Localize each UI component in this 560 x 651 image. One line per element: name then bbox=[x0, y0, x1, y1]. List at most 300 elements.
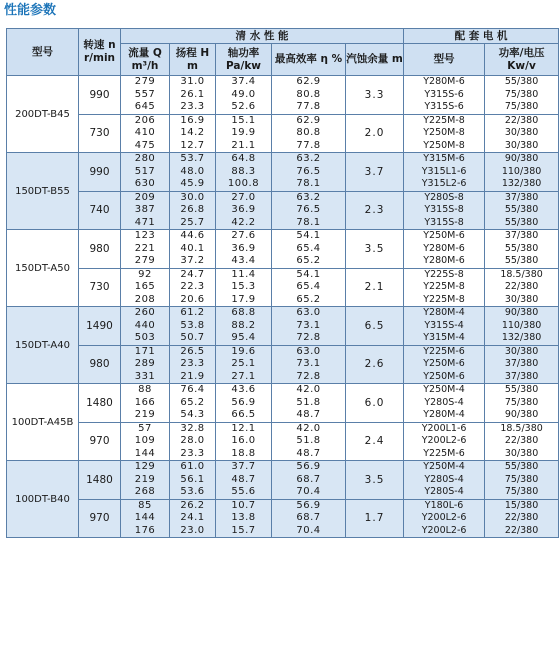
motor-power-cell-value: 22/380 bbox=[504, 114, 539, 126]
speed-cell: 990 bbox=[79, 76, 121, 115]
efficiency-cell-value: 70.4 bbox=[296, 524, 321, 536]
motor-model-cell-value: Y280S-4 bbox=[424, 473, 464, 485]
head-cell-value: 25.7 bbox=[180, 216, 205, 228]
head-cell-value: 20.6 bbox=[180, 293, 205, 305]
head-cell-value: 50.7 bbox=[180, 332, 205, 343]
shaft-power-cell-value: 64.8 bbox=[231, 153, 256, 164]
shaft-power-cell bbox=[216, 345, 272, 384]
efficiency-cell bbox=[272, 461, 346, 500]
shaft-power-cell bbox=[216, 230, 272, 269]
efficiency-cell-value: 78.1 bbox=[296, 178, 321, 189]
head-cell-value: 14.2 bbox=[180, 127, 205, 138]
npsh-cell: 3.7 bbox=[346, 153, 404, 192]
efficiency-cell-value: 63.2 bbox=[296, 191, 321, 203]
speed-cell: 1490 bbox=[79, 307, 121, 346]
motor-model-cell-value: Y250M-6 bbox=[423, 370, 465, 382]
head-cell-value: 24.7 bbox=[180, 268, 205, 280]
motor-model-cell-value: Y250M-4 bbox=[423, 461, 465, 472]
table-row bbox=[7, 422, 559, 461]
motor-model-cell-value: Y225M-8 bbox=[423, 281, 465, 292]
header-efficiency: 最高效率 η % bbox=[272, 44, 346, 76]
flow-cell-value: 289 bbox=[134, 358, 156, 369]
shaft-power-cell-value: 66.5 bbox=[231, 409, 256, 420]
flow-cell-value: 279 bbox=[134, 76, 156, 87]
motor-model-cell-value: Y315L1-6 bbox=[421, 165, 467, 177]
motor-power-cell-value: 30/380 bbox=[504, 139, 539, 151]
efficiency-cell-value: 73.1 bbox=[296, 358, 321, 369]
shaft-power-cell bbox=[216, 384, 272, 423]
shaft-power-cell-value: 43.6 bbox=[231, 384, 256, 395]
motor-model-cell bbox=[404, 114, 485, 153]
motor-power-cell-value: 30/380 bbox=[504, 127, 539, 138]
head-cell-value: 26.1 bbox=[180, 88, 205, 100]
motor-power-cell bbox=[485, 268, 559, 307]
efficiency-cell-value: 77.8 bbox=[296, 139, 321, 151]
motor-power-cell-value: 55/380 bbox=[504, 216, 539, 228]
motor-power-cell-value: 15/380 bbox=[504, 499, 539, 511]
head-cell-value: 65.2 bbox=[180, 396, 205, 408]
motor-power-cell-value: 55/380 bbox=[504, 204, 539, 215]
efficiency-cell bbox=[272, 191, 346, 230]
efficiency-cell-value: 68.7 bbox=[296, 512, 321, 523]
head-cell bbox=[170, 384, 216, 423]
head-cell-value: 45.9 bbox=[180, 178, 205, 189]
motor-power-cell-value: 75/380 bbox=[504, 486, 539, 497]
table-row bbox=[7, 230, 559, 269]
shaft-power-cell-value: 17.9 bbox=[231, 293, 256, 305]
shaft-power-cell-value: 13.8 bbox=[231, 512, 256, 523]
table-row bbox=[7, 153, 559, 192]
motor-model-cell bbox=[404, 461, 485, 500]
shaft-power-cell-value: 48.7 bbox=[231, 473, 256, 485]
efficiency-cell-value: 48.7 bbox=[296, 409, 321, 420]
motor-model-cell-value: Y280M-6 bbox=[423, 255, 465, 266]
motor-power-cell-value: 37/380 bbox=[504, 358, 539, 369]
shaft-power-cell-value: 36.9 bbox=[231, 204, 256, 215]
head-cell bbox=[170, 461, 216, 500]
motor-power-cell-value: 18.5/380 bbox=[500, 422, 543, 434]
motor-model-cell bbox=[404, 422, 485, 461]
shaft-power-cell-value: 68.8 bbox=[231, 307, 256, 318]
efficiency-cell-value: 62.9 bbox=[296, 114, 321, 126]
model-cell: 100DT-A45B bbox=[7, 384, 79, 461]
efficiency-cell-value: 63.0 bbox=[296, 345, 321, 357]
npsh-cell: 6.5 bbox=[346, 307, 404, 346]
speed-cell: 970 bbox=[79, 499, 121, 538]
efficiency-cell-value: 65.4 bbox=[296, 281, 321, 292]
flow-cell bbox=[121, 114, 170, 153]
efficiency-cell bbox=[272, 422, 346, 461]
head-cell-value: 21.9 bbox=[180, 370, 205, 382]
motor-model-cell-value: Y250M-6 bbox=[423, 358, 465, 369]
motor-model-cell-value: Y225S-8 bbox=[424, 268, 464, 280]
shaft-power-cell-value: 15.1 bbox=[231, 114, 256, 126]
motor-model-cell-value: Y250M-8 bbox=[423, 139, 465, 151]
motor-model-cell-value: Y280M-6 bbox=[423, 242, 465, 254]
flow-cell-value: 475 bbox=[134, 139, 156, 151]
speed-cell: 1480 bbox=[79, 384, 121, 423]
motor-power-cell-value: 30/380 bbox=[504, 345, 539, 357]
header-speed: 转速 n r/min bbox=[79, 29, 121, 76]
efficiency-cell-value: 73.1 bbox=[296, 319, 321, 331]
flow-cell bbox=[121, 307, 170, 346]
shaft-power-cell-value: 43.4 bbox=[231, 255, 256, 266]
shaft-power-cell-value: 27.6 bbox=[231, 230, 256, 241]
motor-power-cell-value: 22/380 bbox=[504, 512, 539, 523]
motor-power-cell-value: 110/380 bbox=[501, 165, 542, 177]
motor-power-cell bbox=[485, 76, 559, 115]
head-cell bbox=[170, 307, 216, 346]
efficiency-cell-value: 77.8 bbox=[296, 101, 321, 112]
flow-cell bbox=[121, 268, 170, 307]
motor-power-cell-value: 90/380 bbox=[504, 307, 539, 318]
flow-cell-value: 387 bbox=[134, 204, 156, 215]
flow-cell-value: 268 bbox=[134, 486, 156, 497]
shaft-power-cell-value: 16.0 bbox=[231, 435, 256, 446]
motor-model-cell-value: Y280M-4 bbox=[423, 409, 465, 420]
shaft-power-cell-value: 55.6 bbox=[231, 486, 256, 497]
shaft-power-cell-value: 52.6 bbox=[231, 101, 256, 112]
motor-power-cell bbox=[485, 499, 559, 538]
motor-model-cell bbox=[404, 307, 485, 346]
shaft-power-cell-value: 88.2 bbox=[231, 319, 256, 331]
table-row bbox=[7, 499, 559, 538]
shaft-power-cell-value: 42.2 bbox=[231, 216, 256, 228]
flow-cell-value: 410 bbox=[134, 127, 156, 138]
flow-cell-value: 208 bbox=[134, 293, 156, 305]
npsh-cell: 1.7 bbox=[346, 499, 404, 538]
head-cell bbox=[170, 499, 216, 538]
efficiency-cell-value: 65.2 bbox=[296, 255, 321, 266]
head-cell-value: 61.2 bbox=[180, 307, 205, 318]
flow-cell bbox=[121, 191, 170, 230]
flow-cell bbox=[121, 345, 170, 384]
header-water-performance: 清 水 性 能 bbox=[121, 29, 404, 44]
flow-cell-value: 144 bbox=[134, 447, 156, 459]
flow-cell-value: 209 bbox=[134, 191, 156, 203]
head-cell-value: 23.3 bbox=[180, 447, 205, 459]
flow-cell bbox=[121, 422, 170, 461]
motor-model-cell-value: Y315M-6 bbox=[423, 153, 465, 164]
head-cell-value: 23.3 bbox=[180, 101, 205, 112]
table-body bbox=[7, 76, 559, 538]
motor-model-cell-value: Y225M-8 bbox=[423, 293, 465, 305]
speed-cell: 980 bbox=[79, 230, 121, 269]
header-motor: 配 套 电 机 bbox=[404, 29, 559, 44]
npsh-cell: 6.0 bbox=[346, 384, 404, 423]
head-cell-value: 23.0 bbox=[180, 524, 205, 536]
efficiency-cell bbox=[272, 230, 346, 269]
head-cell-value: 61.0 bbox=[180, 461, 205, 472]
header-model: 型号 bbox=[7, 29, 79, 76]
efficiency-cell-value: 54.1 bbox=[296, 268, 321, 280]
table-row bbox=[7, 114, 559, 153]
head-cell-value: 16.9 bbox=[180, 114, 205, 126]
speed-cell: 740 bbox=[79, 191, 121, 230]
motor-model-cell-value: Y315S-6 bbox=[424, 88, 464, 100]
efficiency-cell-value: 65.4 bbox=[296, 242, 321, 254]
flow-cell-value: 279 bbox=[134, 255, 156, 266]
shaft-power-cell-value: 21.1 bbox=[231, 139, 256, 151]
speed-cell: 730 bbox=[79, 114, 121, 153]
motor-power-cell-value: 37/380 bbox=[504, 370, 539, 382]
motor-power-cell-value: 75/380 bbox=[504, 88, 539, 100]
motor-model-cell-value: Y315S-8 bbox=[424, 216, 464, 228]
npsh-cell: 3.3 bbox=[346, 76, 404, 115]
motor-power-cell-value: 75/380 bbox=[504, 396, 539, 408]
motor-model-cell-value: Y200L1-6 bbox=[421, 422, 467, 434]
speed-cell: 1480 bbox=[79, 461, 121, 500]
flow-cell-value: 440 bbox=[134, 319, 156, 331]
motor-power-cell bbox=[485, 384, 559, 423]
head-cell bbox=[170, 268, 216, 307]
motor-model-cell-value: Y280M-6 bbox=[423, 76, 465, 87]
shaft-power-cell-value: 37.4 bbox=[231, 76, 256, 87]
head-cell-value: 22.3 bbox=[180, 281, 205, 292]
motor-model-cell-value: Y250M-8 bbox=[423, 127, 465, 138]
shaft-power-cell-value: 27.1 bbox=[231, 370, 256, 382]
shaft-power-cell-value: 15.7 bbox=[231, 524, 256, 536]
shaft-power-cell bbox=[216, 499, 272, 538]
efficiency-cell-value: 80.8 bbox=[296, 88, 321, 100]
flow-cell-value: 206 bbox=[134, 114, 156, 126]
flow-cell bbox=[121, 76, 170, 115]
table-row bbox=[7, 307, 559, 346]
model-cell: 100DT-B40 bbox=[7, 461, 79, 538]
efficiency-cell-value: 63.2 bbox=[296, 153, 321, 164]
motor-power-cell bbox=[485, 345, 559, 384]
motor-model-cell-value: Y315S-4 bbox=[424, 319, 464, 331]
flow-cell-value: 166 bbox=[134, 396, 156, 408]
efficiency-cell-value: 56.9 bbox=[296, 499, 321, 511]
efficiency-cell-value: 42.0 bbox=[296, 422, 321, 434]
motor-power-cell bbox=[485, 422, 559, 461]
flow-cell-value: 176 bbox=[134, 524, 156, 536]
shaft-power-cell-value: 19.9 bbox=[231, 127, 256, 138]
efficiency-cell bbox=[272, 76, 346, 115]
shaft-power-cell bbox=[216, 153, 272, 192]
shaft-power-cell bbox=[216, 307, 272, 346]
head-cell-value: 48.0 bbox=[180, 165, 205, 177]
efficiency-cell-value: 62.9 bbox=[296, 76, 321, 87]
header-head: 扬程 H m bbox=[170, 44, 216, 76]
shaft-power-cell bbox=[216, 76, 272, 115]
flow-cell-value: 503 bbox=[134, 332, 156, 343]
motor-model-cell-value: Y180L-6 bbox=[424, 499, 464, 511]
model-cell: 150DT-B55 bbox=[7, 153, 79, 230]
head-cell-value: 53.8 bbox=[180, 319, 205, 331]
table-row bbox=[7, 268, 559, 307]
flow-cell bbox=[121, 384, 170, 423]
shaft-power-cell bbox=[216, 191, 272, 230]
efficiency-cell-value: 65.2 bbox=[296, 293, 321, 305]
table-row bbox=[7, 461, 559, 500]
motor-power-cell-value: 37/380 bbox=[504, 230, 539, 241]
head-cell-value: 56.1 bbox=[180, 473, 205, 485]
model-cell: 150DT-A50 bbox=[7, 230, 79, 307]
head-cell-value: 53.7 bbox=[180, 153, 205, 164]
table-row bbox=[7, 191, 559, 230]
flow-cell-value: 219 bbox=[134, 473, 156, 485]
motor-model-cell-value: Y315S-6 bbox=[424, 101, 464, 112]
motor-power-cell-value: 90/380 bbox=[504, 409, 539, 420]
motor-model-cell bbox=[404, 268, 485, 307]
speed-cell: 980 bbox=[79, 345, 121, 384]
head-cell-value: 31.0 bbox=[180, 76, 205, 87]
motor-model-cell bbox=[404, 499, 485, 538]
motor-model-cell-value: Y200L2-6 bbox=[421, 435, 467, 446]
header-motor-power: 功率/电压 Kw/v bbox=[485, 44, 559, 76]
shaft-power-cell-value: 95.4 bbox=[231, 332, 256, 343]
flow-cell-value: 221 bbox=[134, 242, 156, 254]
shaft-power-cell-value: 10.7 bbox=[231, 499, 256, 511]
model-cell: 150DT-A40 bbox=[7, 307, 79, 384]
head-cell bbox=[170, 114, 216, 153]
motor-power-cell-value: 75/380 bbox=[504, 101, 539, 112]
head-cell-value: 23.3 bbox=[180, 358, 205, 369]
motor-power-cell-value: 55/380 bbox=[504, 242, 539, 254]
flow-cell bbox=[121, 230, 170, 269]
head-cell-value: 44.6 bbox=[180, 230, 205, 241]
efficiency-cell-value: 68.7 bbox=[296, 473, 321, 485]
head-cell bbox=[170, 153, 216, 192]
flow-cell-value: 331 bbox=[134, 370, 156, 382]
npsh-cell: 2.0 bbox=[346, 114, 404, 153]
flow-cell-value: 557 bbox=[134, 88, 156, 100]
head-cell-value: 54.3 bbox=[180, 409, 205, 420]
motor-model-cell bbox=[404, 153, 485, 192]
flow-cell-value: 171 bbox=[134, 345, 156, 357]
efficiency-cell-value: 51.8 bbox=[296, 435, 321, 446]
flow-cell-value: 219 bbox=[134, 409, 156, 420]
shaft-power-cell-value: 88.3 bbox=[231, 165, 256, 177]
motor-power-cell-value: 30/380 bbox=[504, 447, 539, 459]
head-cell-value: 37.2 bbox=[180, 255, 205, 266]
efficiency-cell bbox=[272, 114, 346, 153]
motor-power-cell-value: 22/380 bbox=[504, 281, 539, 292]
motor-model-cell bbox=[404, 345, 485, 384]
motor-model-cell-value: Y225M-6 bbox=[423, 447, 465, 459]
shaft-power-cell-value: 37.7 bbox=[231, 461, 256, 472]
flow-cell-value: 165 bbox=[134, 281, 156, 292]
motor-power-cell-value: 55/380 bbox=[504, 255, 539, 266]
efficiency-cell-value: 76.5 bbox=[296, 165, 321, 177]
efficiency-cell bbox=[272, 268, 346, 307]
head-cell bbox=[170, 230, 216, 269]
shaft-power-cell-value: 12.1 bbox=[231, 422, 256, 434]
motor-model-cell-value: Y280S-8 bbox=[424, 191, 464, 203]
motor-power-cell-value: 22/380 bbox=[504, 524, 539, 536]
efficiency-cell-value: 72.8 bbox=[296, 370, 321, 382]
motor-power-cell-value: 75/380 bbox=[504, 473, 539, 485]
head-cell-value: 30.0 bbox=[180, 191, 205, 203]
flow-cell bbox=[121, 499, 170, 538]
shaft-power-cell-value: 11.4 bbox=[231, 268, 256, 280]
motor-power-cell-value: 55/380 bbox=[504, 76, 539, 87]
motor-model-cell-value: Y280S-4 bbox=[424, 396, 464, 408]
motor-power-cell-value: 22/380 bbox=[504, 435, 539, 446]
head-cell bbox=[170, 76, 216, 115]
head-cell-value: 40.1 bbox=[180, 242, 205, 254]
flow-cell-value: 92 bbox=[138, 268, 152, 280]
flow-cell bbox=[121, 461, 170, 500]
speed-cell: 970 bbox=[79, 422, 121, 461]
efficiency-cell-value: 54.1 bbox=[296, 230, 321, 241]
flow-cell-value: 129 bbox=[134, 461, 156, 472]
table-row bbox=[7, 76, 559, 115]
head-cell-value: 26.2 bbox=[180, 499, 205, 511]
shaft-power-cell bbox=[216, 461, 272, 500]
flow-cell-value: 260 bbox=[134, 307, 156, 318]
shaft-power-cell-value: 25.1 bbox=[231, 358, 256, 369]
motor-power-cell-value: 30/380 bbox=[504, 293, 539, 305]
shaft-power-cell-value: 49.0 bbox=[231, 88, 256, 100]
shaft-power-cell-value: 36.9 bbox=[231, 242, 256, 254]
head-cell-value: 26.8 bbox=[180, 204, 205, 215]
npsh-cell: 2.6 bbox=[346, 345, 404, 384]
header-motor-model: 型号 bbox=[404, 44, 485, 76]
efficiency-cell-value: 63.0 bbox=[296, 307, 321, 318]
header-flow: 流量 Q m³/h bbox=[121, 44, 170, 76]
efficiency-cell-value: 51.8 bbox=[296, 396, 321, 408]
shaft-power-cell bbox=[216, 268, 272, 307]
header-npsh: 汽蚀余量 m bbox=[346, 44, 404, 76]
head-cell-value: 26.5 bbox=[180, 345, 205, 357]
speed-cell: 730 bbox=[79, 268, 121, 307]
efficiency-cell-value: 70.4 bbox=[296, 486, 321, 497]
motor-power-cell-value: 132/380 bbox=[501, 332, 542, 343]
motor-model-cell-value: Y200L2-6 bbox=[421, 524, 467, 536]
flow-cell-value: 645 bbox=[134, 101, 156, 112]
motor-model-cell-value: Y315M-4 bbox=[423, 332, 465, 343]
motor-power-cell bbox=[485, 230, 559, 269]
motor-model-cell-value: Y225M-8 bbox=[423, 114, 465, 126]
table-row bbox=[7, 384, 559, 423]
head-cell-value: 32.8 bbox=[180, 422, 205, 434]
head-cell bbox=[170, 422, 216, 461]
efficiency-cell bbox=[272, 499, 346, 538]
flow-cell-value: 57 bbox=[138, 422, 152, 434]
efficiency-cell-value: 42.0 bbox=[296, 384, 321, 395]
table-row bbox=[7, 345, 559, 384]
head-cell-value: 12.7 bbox=[180, 139, 205, 151]
flow-cell-value: 630 bbox=[134, 178, 156, 189]
head-cell bbox=[170, 191, 216, 230]
efficiency-cell bbox=[272, 345, 346, 384]
motor-power-cell-value: 55/380 bbox=[504, 461, 539, 472]
flow-cell-value: 471 bbox=[134, 216, 156, 228]
motor-power-cell-value: 18.5/380 bbox=[500, 268, 543, 280]
motor-power-cell-value: 37/380 bbox=[504, 191, 539, 203]
motor-power-cell-value: 110/380 bbox=[501, 319, 542, 331]
shaft-power-cell bbox=[216, 114, 272, 153]
shaft-power-cell-value: 100.8 bbox=[227, 178, 260, 189]
motor-power-cell bbox=[485, 461, 559, 500]
motor-model-cell-value: Y225M-6 bbox=[423, 345, 465, 357]
shaft-power-cell-value: 56.9 bbox=[231, 396, 256, 408]
page-title: 性能参数 bbox=[4, 3, 57, 18]
head-cell-value: 28.0 bbox=[180, 435, 205, 446]
npsh-cell: 2.4 bbox=[346, 422, 404, 461]
efficiency-cell bbox=[272, 307, 346, 346]
motor-model-cell bbox=[404, 76, 485, 115]
motor-model-cell bbox=[404, 191, 485, 230]
npsh-cell: 2.3 bbox=[346, 191, 404, 230]
motor-model-cell-value: Y200L2-6 bbox=[421, 512, 467, 523]
motor-model-cell-value: Y250M-6 bbox=[423, 230, 465, 241]
motor-power-cell-value: 132/380 bbox=[501, 178, 542, 189]
flow-cell-value: 517 bbox=[134, 165, 156, 177]
